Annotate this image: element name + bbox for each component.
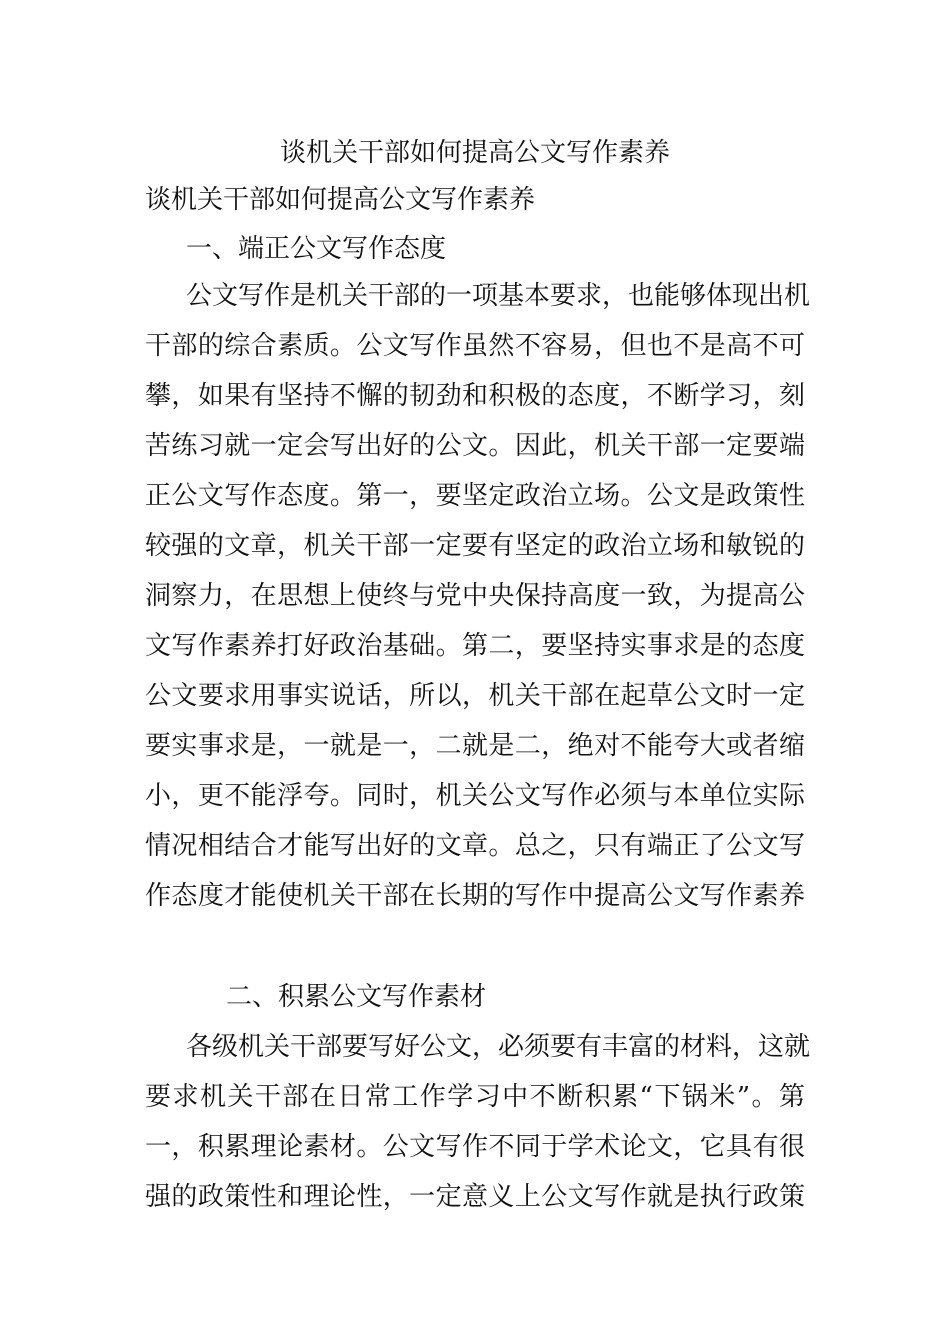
section-1-heading: 一、端正公文写作态度 — [186, 234, 447, 264]
section-1-paragraph-line: 作态度才能使机关干部在长期的写作中提高公文写作素养 — [145, 881, 805, 911]
section-1-paragraph-line: 洞察力，在思想上使终与党中央保持高度一致，为提高公 — [145, 581, 805, 611]
section-1-paragraph-line: 公文要求用事实说话，所以，机关干部在起草公文时一定 — [145, 681, 805, 711]
section-1-paragraph-line: 较强的文章，机关干部一定要有坚定的政治立场和敏锐的 — [145, 531, 805, 561]
section-1-paragraph-line: 情况相结合才能写出好的文章。总之，只有端正了公文写 — [145, 831, 805, 861]
section-1-paragraph-line: 公文写作是机关干部的一项基本要求，也能够体现出机 — [186, 281, 811, 311]
section-2-paragraph-line: 各级机关干部要写好公文，必须要有丰富的材料，这就 — [186, 1032, 811, 1062]
section-1-paragraph-line: 正公文写作态度。第一，要坚定政治立场。公文是政策性 — [145, 481, 805, 511]
section-2-paragraph-line: 一，积累理论素材。公文写作不同于学术论文，它具有很 — [145, 1132, 805, 1162]
section-1-paragraph-line: 攀，如果有坚持不懈的韧劲和积极的态度，不断学习，刻 — [145, 381, 805, 411]
section-1-paragraph-line: 要实事求是，一就是一，二就是二，绝对不能夸大或者缩 — [145, 731, 805, 761]
section-2-paragraph-line: 强的政策性和理论性，一定意义上公文写作就是执行政策 — [145, 1182, 805, 1212]
section-1-paragraph-line: 干部的综合素质。公文写作虽然不容易，但也不是高不可 — [145, 331, 805, 361]
section-1-paragraph-line: 苦练习就一定会写出好的公文。因此，机关干部一定要端 — [145, 431, 805, 461]
document-title: 谈机关干部如何提高公文写作素养 — [279, 138, 670, 168]
section-1-paragraph-line: 小，更不能浮夸。同时，机关公文写作必须与本单位实际 — [145, 781, 805, 811]
section-1-paragraph-line: 文写作素养打好政治基础。第二，要坚持实事求是的态度 — [145, 631, 805, 661]
document-subtitle: 谈机关干部如何提高公文写作素养 — [145, 185, 536, 215]
section-2-heading: 二、积累公文写作素材 — [226, 982, 487, 1012]
section-2-paragraph-line: 要求机关干部在日常工作学习中不断积累“下锅米”。第 — [145, 1082, 805, 1112]
